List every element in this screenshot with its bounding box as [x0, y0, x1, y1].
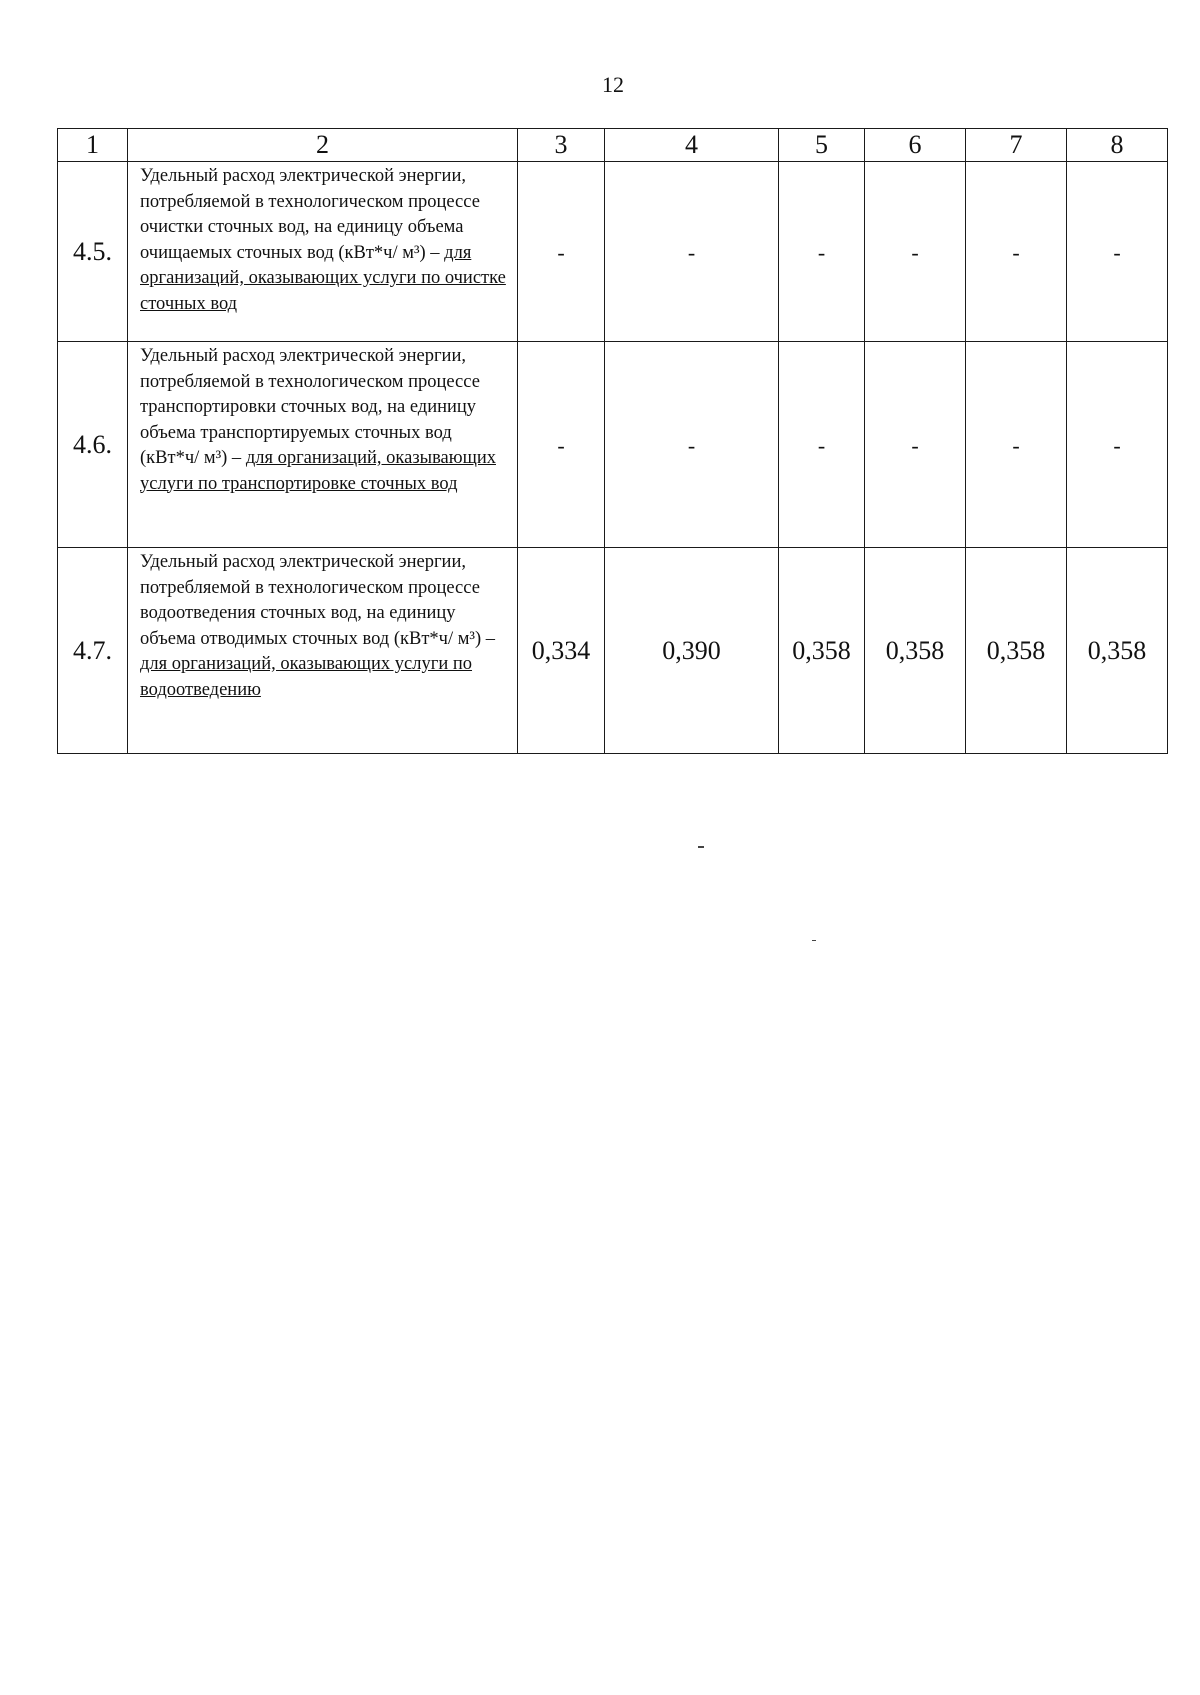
description-text: Удельный расход электрической энергии, потребляемой в технологическом процессе транспортировки сточных вод, на единицу объема транспортируемых сточных вод (кВт*ч/ м³) – [140, 346, 480, 468]
value-cell: 0,358 [779, 548, 865, 754]
data-table [57, 128, 1168, 754]
description-underlined-text: для организаций, оказывающих услуги по транспортировке сточных вод [140, 448, 496, 494]
dash-value: - [1113, 432, 1121, 458]
value-cell [865, 162, 966, 342]
value-cell [518, 162, 605, 342]
column-header: 2 [128, 129, 518, 162]
value-cell [605, 162, 779, 342]
value-cell [966, 342, 1067, 548]
table-header-row [58, 129, 1168, 162]
dash-value: - [1012, 239, 1020, 265]
value-cell [966, 162, 1067, 342]
value-cell [865, 342, 966, 548]
page-number: 12 [602, 72, 624, 97]
value-cell: 0,334 [518, 548, 605, 754]
dash-value: - [557, 432, 565, 458]
dash-value: - [557, 239, 565, 265]
scan-speck [812, 940, 816, 941]
dash-value: - [687, 239, 696, 265]
dash-value: - [911, 239, 919, 265]
dash-value: - [817, 239, 826, 265]
table-row [58, 162, 1168, 342]
column-header: 3 [518, 129, 605, 162]
value-cell: 0,390 [605, 548, 779, 754]
table-row [58, 342, 1168, 548]
row-number: 4.6. [58, 342, 128, 548]
value-cell: 0,358 [1067, 548, 1168, 754]
value-cell [518, 342, 605, 548]
dash-value: - [1113, 239, 1121, 265]
description-text: Удельный расход электрической энергии, потребляемой в технологическом процессе очистки сточных вод, на единицу объема очищаемых сточных вод (кВт*ч/ м³) – [140, 166, 480, 263]
column-header: 4 [605, 129, 779, 162]
dash-value: - [817, 432, 826, 458]
row-description [128, 548, 518, 754]
value-cell [605, 342, 779, 548]
value-cell: 0,358 [966, 548, 1067, 754]
dash-value: - [911, 432, 919, 458]
value-cell: 0,358 [865, 548, 966, 754]
description-underlined-text: для организаций, оказывающих услуги по водоотведению [140, 654, 473, 700]
row-description [128, 162, 518, 342]
value-cell [779, 342, 865, 548]
row-number: 4.5. [58, 162, 128, 342]
description-underlined-text: для организаций, оказывающих услуги по очистке сточных вод [140, 242, 506, 314]
value-cell [1067, 342, 1168, 548]
column-header: 6 [865, 129, 966, 162]
dash-value: - [1012, 432, 1020, 458]
scan-speck [698, 846, 704, 848]
column-header: 5 [779, 129, 865, 162]
row-description [128, 342, 518, 548]
column-header: 7 [966, 129, 1067, 162]
value-cell [779, 162, 865, 342]
table-row [58, 548, 1168, 754]
description-text: Удельный расход электрической энергии, потребляемой в технологическом процессе водоотведения сточных вод, на единицу объема отводимых сточных вод (кВт*ч/ м³) – [140, 552, 496, 649]
column-header: 1 [58, 129, 128, 162]
value-cell [1067, 162, 1168, 342]
column-header: 8 [1067, 129, 1168, 162]
dash-value: - [687, 432, 696, 458]
row-number: 4.7. [58, 548, 128, 754]
